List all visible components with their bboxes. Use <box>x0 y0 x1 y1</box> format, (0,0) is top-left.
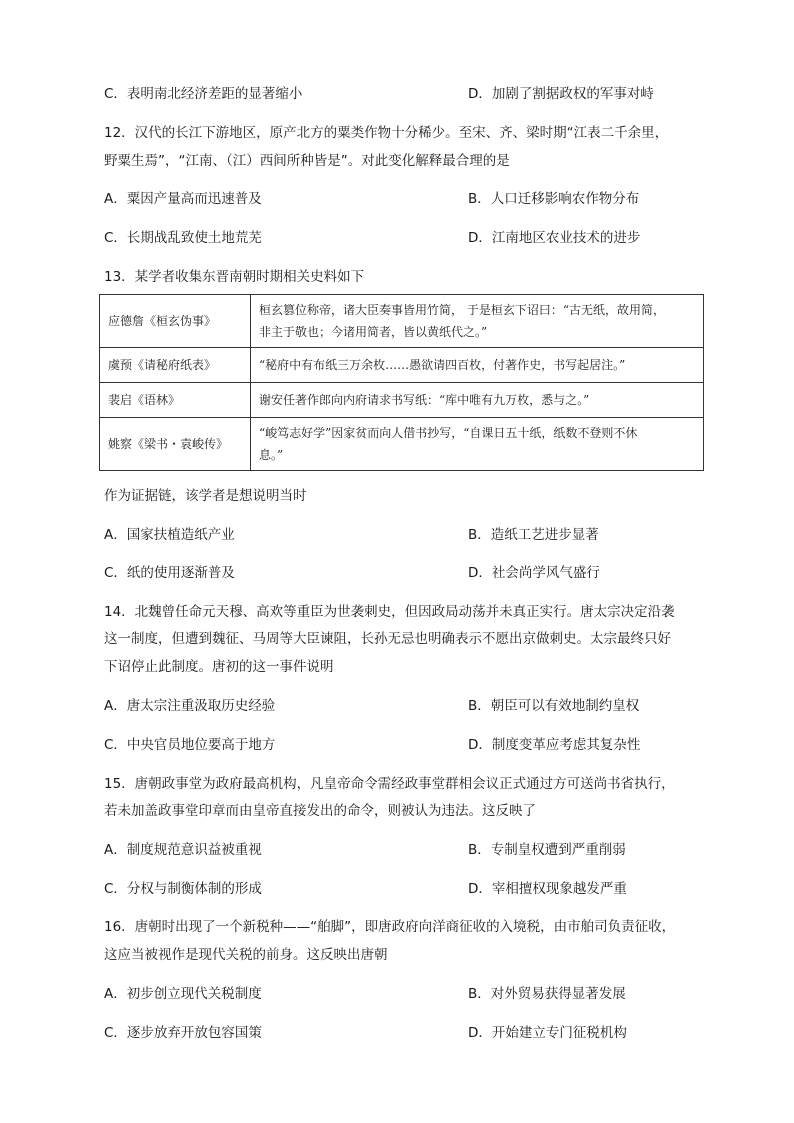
q15-option-c: C．分权与制衡体制的形成 <box>104 881 262 897</box>
q14-stem-line3: 下诏停止此制度。唐初的这一事件说明 <box>104 659 334 675</box>
q14-option-d: D．制度变革应考虑其复杂性 <box>468 737 641 753</box>
q15-option-b: B．专制皇权遭到严重削弱 <box>468 842 626 858</box>
source-title: 虞预《请秘府纸表》 <box>100 348 251 383</box>
q13-option-b: B．造纸工艺进步显著 <box>468 527 599 543</box>
q16-option-a: A．初步创立现代关税制度 <box>104 986 262 1002</box>
source-text-line: “峻笃志好学”因家贫而向人借书抄写，“自课日五十纸，纸数不登则不休 <box>259 426 638 440</box>
source-text-line: 息。” <box>259 448 284 462</box>
q12-option-d: D．江南地区农业技术的进步 <box>468 230 641 246</box>
q12-option-a: A．粟因产量高而迅速普及 <box>104 191 262 207</box>
q16-option-b: B．对外贸易获得显著发展 <box>468 986 626 1002</box>
q16-option-d: D．开始建立专门征税机构 <box>468 1025 627 1041</box>
q13-option-a: A．国家扶植造纸产业 <box>104 527 235 543</box>
table-row <box>100 348 704 383</box>
q13-option-d: D．社会尚学风气盛行 <box>468 565 600 581</box>
table-row <box>100 418 704 471</box>
q12-stem-line1: 12．汉代的长江下游地区，原产北方的粟类作物十分稀少。至宋、齐、梁时期“江表二千余里， <box>104 125 669 141</box>
table-row <box>100 383 704 418</box>
q15-stem-line1: 15．唐朝政事堂为政府最高机构，凡皇帝命令需经政事堂群相会议正式通过方可送尚书省执行， <box>104 776 675 792</box>
q16-stem-line2: 这应当被视作是现代关税的前身。这反映出唐朝 <box>104 947 388 963</box>
q14-option-b: B．朝臣可以有效地制约皇权 <box>468 698 640 714</box>
q15-option-a: A．制度规范意识益被重视 <box>104 842 262 858</box>
q15-stem-line2: 若未加盖政事堂印章而由皇帝直接发出的命令，则被认为违法。这反映了 <box>104 803 536 819</box>
source-title: 裴启《语林》 <box>100 383 251 418</box>
q14-stem-line2: 这一制度，但遭到魏征、马周等大臣谏阻，长孙无忌也明确表示不愿出京做刺史。太宗最终只好 <box>104 631 671 647</box>
source-text <box>251 348 704 383</box>
q13-option-c: C．纸的使用逐渐普及 <box>104 565 235 581</box>
source-text <box>251 295 704 348</box>
q16-option-c: C．逐步放弃开放包容国策 <box>104 1025 262 1041</box>
q12-option-c: C．长期战乱致使土地荒芜 <box>104 230 262 246</box>
q11-option-d: D．加剧了割据政权的军事对峙 <box>468 86 654 102</box>
source-text-line: 非主于敬也；今诸用简者，皆以黄纸代之。” <box>259 325 488 339</box>
source-title: 应德詹《桓玄伪事》 <box>100 295 251 348</box>
source-text <box>251 418 704 471</box>
q14-stem-line1: 14．北魏曾任命元天穆、高欢等重臣为世袭刺史，但因政局动荡并未真正实行。唐太宗决定沿袭 <box>104 604 675 620</box>
q12-option-b: B．人口迁移影响农作物分布 <box>468 191 640 207</box>
q11-option-c: C．表明南北经济差距的显著缩小 <box>104 86 303 102</box>
q14-option-c: C．中央官员地位要高于地方 <box>104 737 276 753</box>
source-text-line: 谢安任著作郎向内府请求书写纸：“库中唯有九万枚，悉与之。” <box>259 393 590 407</box>
source-text-line: 桓玄篡位称帝，诸大臣奏事皆用竹简， 于是桓玄下诏曰：“古无纸，故用简， <box>259 303 665 317</box>
q14-option-a: A．唐太宗注重汲取历史经验 <box>104 698 276 714</box>
q16-stem-line1: 16．唐朝时出现了一个新税种——“舶脚”，即唐政府向洋商征收的入境税，由市舶司负责征收， <box>104 919 676 935</box>
source-text <box>251 383 704 418</box>
q13-source-table <box>99 294 704 471</box>
source-text-line: “秘府中有布纸三万余枚……愚欲请四百枚，付著作史，书写起居注。” <box>259 358 626 372</box>
q13-after-text: 作为证据链，该学者是想说明当时 <box>104 488 307 504</box>
q12-stem-line2: 野粟生焉”，“江南、（江）西间所种皆是”。对此变化解释最合理的是 <box>104 153 510 169</box>
q15-option-d: D．宰相擅权现象越发严重 <box>468 881 627 897</box>
source-title: 姚察《梁书・袁峻传》 <box>100 418 251 471</box>
table-row <box>100 295 704 348</box>
q13-stem: 13．某学者收集东晋南朝时期相关史料如下 <box>104 269 365 285</box>
